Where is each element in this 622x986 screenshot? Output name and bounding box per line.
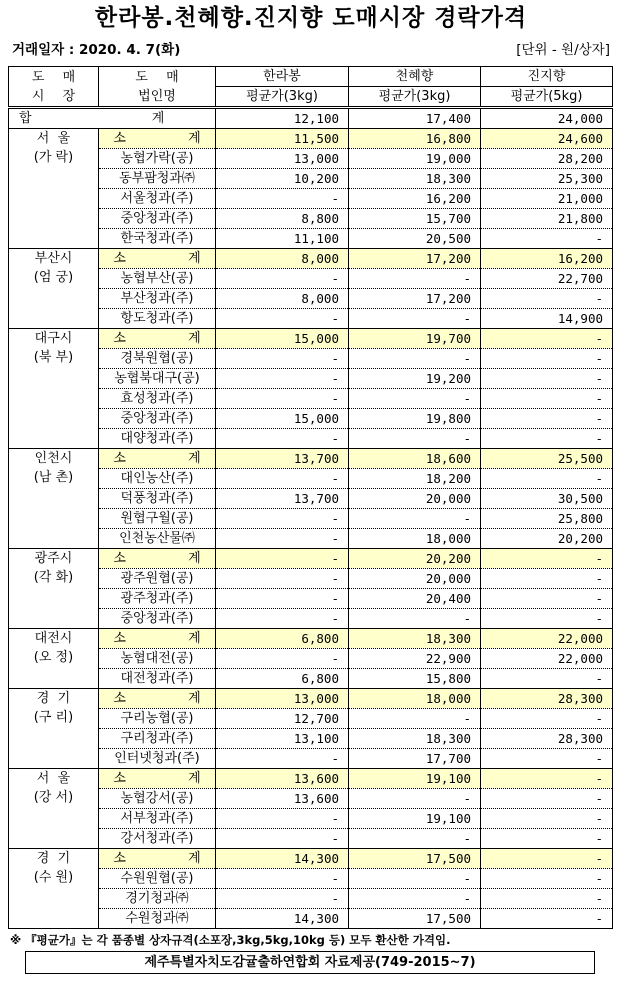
subtotal-row <box>9 449 613 469</box>
corp-row <box>9 509 613 529</box>
corp-row <box>9 189 613 209</box>
cheonhyehyang-price-label: 평균가(3kg) <box>349 87 481 108</box>
cheonhyehyang-subtotal-price: 19,100 <box>349 769 481 789</box>
market-cell <box>9 449 99 549</box>
market-name: 대전시 <box>34 631 73 646</box>
jinjihyang-price: - <box>481 709 613 729</box>
jinjihyang-price: - <box>481 589 613 609</box>
corp-name: 경북원협(공) <box>99 349 216 369</box>
jinjihyang-subtotal-price: 24,600 <box>481 129 613 149</box>
cheonhyehyang-price: - <box>349 709 481 729</box>
hallabong-subtotal-price: 8,000 <box>216 249 349 269</box>
cheonhyehyang-total-price: 17,400 <box>349 108 481 129</box>
jinjihyang-subtotal-price: - <box>481 549 613 569</box>
cheonhyehyang-price: 22,900 <box>349 649 481 669</box>
corp-row <box>9 369 613 389</box>
hallabong-price: 8,000 <box>216 289 349 309</box>
cheonhyehyang-price: - <box>349 509 481 529</box>
jinjihyang-price: - <box>481 349 613 369</box>
cheonhyehyang-subtotal-price: 16,800 <box>349 129 481 149</box>
jinjihyang-price: - <box>481 809 613 829</box>
hallabong-price: 13,700 <box>216 489 349 509</box>
corp-row <box>9 229 613 249</box>
hallabong-price: - <box>216 509 349 529</box>
corp-name: 인천농산물㈜ <box>99 529 216 549</box>
hallabong-price: - <box>216 589 349 609</box>
market-name: 서 울 <box>36 131 71 146</box>
cheonhyehyang-price: - <box>349 309 481 329</box>
market-name: 인천시 <box>34 451 73 466</box>
corp-name: 인터넷청과(주) <box>99 749 216 769</box>
header-row-top <box>9 67 613 87</box>
cheonhyehyang-price: 19,100 <box>349 809 481 829</box>
jinjihyang-price: 22,000 <box>481 649 613 669</box>
jinjihyang-price: - <box>481 829 613 849</box>
corp-name: 광주원협(공) <box>99 569 216 589</box>
market-name: 광주시 <box>34 551 73 566</box>
market-cell <box>9 129 99 249</box>
market-area: (수 원) <box>33 870 74 885</box>
corp-name: 농협강서(공) <box>99 789 216 809</box>
corp-name: 농협북대구(공) <box>99 369 216 389</box>
hallabong-price: - <box>216 889 349 909</box>
hallabong-subtotal-price: 14,300 <box>216 849 349 869</box>
subtotal-label: 소 계 <box>99 249 216 269</box>
market-area: (북 부) <box>33 350 74 365</box>
total-label-cell <box>9 108 216 129</box>
corp-name: 수원청과㈜ <box>99 909 216 929</box>
hallabong-price: - <box>216 309 349 329</box>
corp-row <box>9 149 613 169</box>
subtotal-row <box>9 629 613 649</box>
jinjihyang-price: - <box>481 389 613 409</box>
corp-name: 한국청과(주) <box>99 229 216 249</box>
corp-name: 대전청과(주) <box>99 669 216 689</box>
total-label: 합 계 <box>19 111 165 126</box>
cheonhyehyang-price: - <box>349 269 481 289</box>
cheonhyehyang-price: 18,300 <box>349 729 481 749</box>
cheonhyehyang-price: - <box>349 609 481 629</box>
jinjihyang-price: - <box>481 909 613 929</box>
cheonhyehyang-price: 17,500 <box>349 909 481 929</box>
jinjihyang-price: 25,800 <box>481 509 613 529</box>
corp-name: 부산청과(주) <box>99 289 216 309</box>
corp-name: 수원원협(공) <box>99 869 216 889</box>
corp-name: 항도청과(주) <box>99 309 216 329</box>
hallabong-price: - <box>216 389 349 409</box>
hallabong-price: - <box>216 189 349 209</box>
corp-header-bottom: 법인명 <box>138 88 176 104</box>
jinjihyang-price: - <box>481 869 613 889</box>
hallabong-price: - <box>216 349 349 369</box>
jinjihyang-price: - <box>481 749 613 769</box>
subtotal-row <box>9 129 613 149</box>
corp-row <box>9 409 613 429</box>
hallabong-subtotal-price: 6,800 <box>216 629 349 649</box>
corp-row <box>9 669 613 689</box>
hallabong-price: - <box>216 649 349 669</box>
cheonhyehyang-header: 천혜향 <box>349 67 481 87</box>
corp-row <box>9 589 613 609</box>
corp-row <box>9 489 613 509</box>
market-cell <box>9 549 99 629</box>
corp-row <box>9 909 613 929</box>
cheonhyehyang-price: - <box>349 889 481 909</box>
market-area: (가 락) <box>33 150 74 165</box>
market-area: (구 리) <box>33 710 74 725</box>
cheonhyehyang-price: 16,200 <box>349 189 481 209</box>
hallabong-price: - <box>216 529 349 549</box>
subtotal-row <box>9 769 613 789</box>
corp-row <box>9 429 613 449</box>
hallabong-header: 한라봉 <box>216 67 349 87</box>
hallabong-subtotal-price: 13,600 <box>216 769 349 789</box>
hallabong-price: - <box>216 609 349 629</box>
market-area: (강 서) <box>33 790 74 805</box>
cheonhyehyang-price: 18,300 <box>349 169 481 189</box>
jinjihyang-price: 28,300 <box>481 729 613 749</box>
market-area: (오 정) <box>33 650 74 665</box>
subtotal-label: 소 계 <box>99 549 216 569</box>
total-row <box>9 108 613 129</box>
jinjihyang-price-label: 평균가(5kg) <box>481 87 613 108</box>
cheonhyehyang-subtotal-price: 17,500 <box>349 849 481 869</box>
cheonhyehyang-price: - <box>349 349 481 369</box>
market-name: 경 기 <box>36 851 71 866</box>
table-body <box>9 108 613 929</box>
corp-header-top: 도 매 <box>135 69 179 85</box>
corp-name: 서부청과(주) <box>99 809 216 829</box>
corp-name: 중앙청과(주) <box>99 209 216 229</box>
market-name: 부산시 <box>34 251 73 266</box>
hallabong-price: - <box>216 749 349 769</box>
subtotal-row <box>9 249 613 269</box>
jinjihyang-total-price: 24,000 <box>481 108 613 129</box>
jinjihyang-price: - <box>481 889 613 909</box>
subtotal-label: 소 계 <box>99 629 216 649</box>
jinjihyang-price: 22,700 <box>481 269 613 289</box>
corp-row <box>9 809 613 829</box>
jinjihyang-price: - <box>481 669 613 689</box>
jinjihyang-price: - <box>481 409 613 429</box>
cheonhyehyang-subtotal-price: 18,300 <box>349 629 481 649</box>
market-area: (남 촌) <box>33 470 74 485</box>
corp-row <box>9 889 613 909</box>
cheonhyehyang-price: 19,000 <box>349 149 481 169</box>
cheonhyehyang-subtotal-price: 20,200 <box>349 549 481 569</box>
market-cell <box>9 249 99 329</box>
cheonhyehyang-price: 20,400 <box>349 589 481 609</box>
corp-name: 중앙청과(주) <box>99 409 216 429</box>
hallabong-subtotal-price: 11,500 <box>216 129 349 149</box>
jinjihyang-subtotal-price: 22,000 <box>481 629 613 649</box>
corp-row <box>9 529 613 549</box>
subtotal-label: 소 계 <box>99 129 216 149</box>
cheonhyehyang-price: - <box>349 869 481 889</box>
cheonhyehyang-price: 18,200 <box>349 469 481 489</box>
cheonhyehyang-price: 18,000 <box>349 529 481 549</box>
subtotal-row <box>9 689 613 709</box>
hallabong-price: 13,600 <box>216 789 349 809</box>
market-cell <box>9 629 99 689</box>
market-name: 대구시 <box>34 331 73 346</box>
source-box: 제주특별자치도감귤출하연합회 자료제공(749-2015~7) <box>25 951 595 974</box>
subtotal-label: 소 계 <box>99 769 216 789</box>
hallabong-price: 12,700 <box>216 709 349 729</box>
jinjihyang-price: - <box>481 369 613 389</box>
jinjihyang-price: 28,200 <box>481 149 613 169</box>
corp-row <box>9 709 613 729</box>
hallabong-price: 8,800 <box>216 209 349 229</box>
corp-name: 농협대전(공) <box>99 649 216 669</box>
subtotal-label: 소 계 <box>99 849 216 869</box>
corp-row <box>9 869 613 889</box>
jinjihyang-price: - <box>481 469 613 489</box>
corp-name: 동부팜청과㈜ <box>99 169 216 189</box>
jinjihyang-price: 21,800 <box>481 209 613 229</box>
jinjihyang-price: - <box>481 289 613 309</box>
jinjihyang-price: 25,300 <box>481 169 613 189</box>
jinjihyang-subtotal-price: 25,500 <box>481 449 613 469</box>
cheonhyehyang-price: - <box>349 389 481 409</box>
jinjihyang-subtotal-price: - <box>481 329 613 349</box>
subtotal-row <box>9 549 613 569</box>
table-header <box>9 67 613 108</box>
corp-row <box>9 349 613 369</box>
hallabong-subtotal-price: 13,000 <box>216 689 349 709</box>
hallabong-price: 10,200 <box>216 169 349 189</box>
corp-name: 광주청과(주) <box>99 589 216 609</box>
market-header <box>9 67 99 108</box>
hallabong-price: 13,000 <box>216 149 349 169</box>
footnote: ※ 『평균가』는 각 품종별 상자규격(소포장,3kg,5kg,10kg 등) 모두 환산한 가격임. <box>10 933 451 947</box>
corp-row <box>9 389 613 409</box>
corp-row <box>9 209 613 229</box>
corp-header <box>99 67 216 108</box>
corp-name: 농협가락(공) <box>99 149 216 169</box>
hallabong-price: - <box>216 369 349 389</box>
jinjihyang-price: 14,900 <box>481 309 613 329</box>
corp-row <box>9 309 613 329</box>
corp-row <box>9 729 613 749</box>
market-area: (엄 궁) <box>33 270 74 285</box>
market-cell <box>9 849 99 929</box>
market-cell <box>9 769 99 849</box>
subtotal-row <box>9 849 613 869</box>
cheonhyehyang-subtotal-price: 18,000 <box>349 689 481 709</box>
cheonhyehyang-price: 20,000 <box>349 569 481 589</box>
hallabong-price: - <box>216 269 349 289</box>
jinjihyang-price: 30,500 <box>481 489 613 509</box>
jinjihyang-subtotal-price: 16,200 <box>481 249 613 269</box>
jinjihyang-price: - <box>481 569 613 589</box>
cheonhyehyang-price: 15,700 <box>349 209 481 229</box>
jinjihyang-price: - <box>481 609 613 629</box>
hallabong-price: - <box>216 869 349 889</box>
corp-row <box>9 609 613 629</box>
hallabong-subtotal-price: 13,700 <box>216 449 349 469</box>
cheonhyehyang-subtotal-price: 17,200 <box>349 249 481 269</box>
jinjihyang-price: 20,200 <box>481 529 613 549</box>
cheonhyehyang-subtotal-price: 19,700 <box>349 329 481 349</box>
corp-row <box>9 649 613 669</box>
corp-name: 중앙청과(주) <box>99 609 216 629</box>
hallabong-price: 11,100 <box>216 229 349 249</box>
hallabong-price: 13,100 <box>216 729 349 749</box>
jinjihyang-price: 21,000 <box>481 189 613 209</box>
cheonhyehyang-price: 17,700 <box>349 749 481 769</box>
price-table <box>8 66 613 929</box>
corp-row <box>9 789 613 809</box>
jinjihyang-subtotal-price: - <box>481 849 613 869</box>
corp-name: 효성청과(주) <box>99 389 216 409</box>
hallabong-price: 14,300 <box>216 909 349 929</box>
corp-name: 구리농협(공) <box>99 709 216 729</box>
cheonhyehyang-price: 20,000 <box>349 489 481 509</box>
hallabong-price: - <box>216 569 349 589</box>
cheonhyehyang-price: - <box>349 429 481 449</box>
jinjihyang-subtotal-price: - <box>481 769 613 789</box>
corp-name: 강서청과(주) <box>99 829 216 849</box>
cheonhyehyang-price: - <box>349 789 481 809</box>
corp-name: 원협구월(공) <box>99 509 216 529</box>
hallabong-subtotal-price: - <box>216 549 349 569</box>
cheonhyehyang-price: 15,800 <box>349 669 481 689</box>
corp-name: 구리청과(주) <box>99 729 216 749</box>
subtotal-row <box>9 329 613 349</box>
jinjihyang-price: - <box>481 429 613 449</box>
corp-name: 덕풍청과(주) <box>99 489 216 509</box>
cheonhyehyang-price: 17,200 <box>349 289 481 309</box>
subtotal-label: 소 계 <box>99 449 216 469</box>
subtotal-label: 소 계 <box>99 329 216 349</box>
cheonhyehyang-subtotal-price: 18,600 <box>349 449 481 469</box>
hallabong-price: - <box>216 829 349 849</box>
market-header-top: 도 매 <box>31 69 76 85</box>
market-cell <box>9 689 99 769</box>
subtotal-label: 소 계 <box>99 689 216 709</box>
market-name: 경 기 <box>36 691 71 706</box>
hallabong-price: - <box>216 809 349 829</box>
jinjihyang-price: - <box>481 789 613 809</box>
corp-name: 경기청과㈜ <box>99 889 216 909</box>
hallabong-price: 6,800 <box>216 669 349 689</box>
trade-date: 거래일자 : 2020. 4. 7(화) <box>12 42 181 58</box>
cheonhyehyang-price: 19,800 <box>349 409 481 429</box>
hallabong-price: - <box>216 469 349 489</box>
corp-row <box>9 469 613 489</box>
corp-name: 서울청과(주) <box>99 189 216 209</box>
hallabong-price: 15,000 <box>216 409 349 429</box>
hallabong-total-price: 12,100 <box>216 108 349 129</box>
market-name: 서 울 <box>36 771 71 786</box>
jinjihyang-subtotal-price: 28,300 <box>481 689 613 709</box>
page-title: 한라봉.천혜향.진지향 도매시장 경락가격 <box>94 5 528 31</box>
jinjihyang-header: 진지향 <box>481 67 613 87</box>
market-area: (각 화) <box>33 570 74 585</box>
hallabong-subtotal-price: 15,000 <box>216 329 349 349</box>
hallabong-price: - <box>216 429 349 449</box>
corp-name: 농협부산(공) <box>99 269 216 289</box>
corp-row <box>9 749 613 769</box>
corp-row <box>9 569 613 589</box>
corp-name: 대양청과(주) <box>99 429 216 449</box>
corp-name: 대인농산(주) <box>99 469 216 489</box>
corp-row <box>9 829 613 849</box>
cheonhyehyang-price: - <box>349 829 481 849</box>
corp-row <box>9 169 613 189</box>
corp-row <box>9 269 613 289</box>
unit-label: [단위 - 원/상자] <box>516 42 610 58</box>
cheonhyehyang-price: 20,500 <box>349 229 481 249</box>
market-header-bottom: 시 장 <box>31 88 76 104</box>
jinjihyang-price: - <box>481 229 613 249</box>
market-cell <box>9 329 99 449</box>
cheonhyehyang-price: 19,200 <box>349 369 481 389</box>
hallabong-price-label: 평균가(3kg) <box>216 87 349 108</box>
corp-row <box>9 289 613 309</box>
